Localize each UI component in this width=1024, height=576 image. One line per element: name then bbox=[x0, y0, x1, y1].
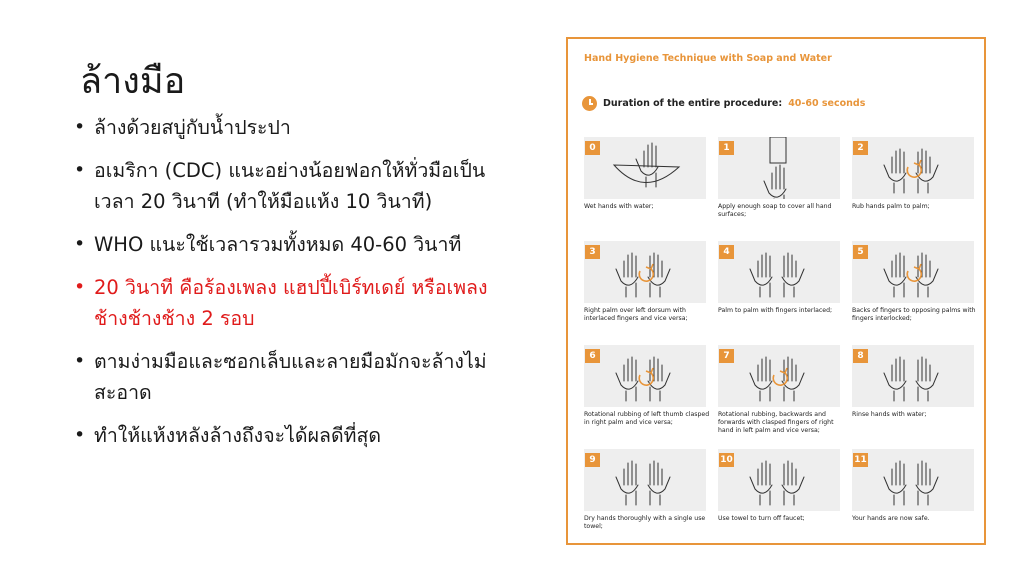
bullet-item bbox=[72, 346, 502, 408]
step-caption: Rinse hands with water; bbox=[852, 411, 927, 418]
rinse-icon bbox=[852, 345, 974, 407]
step-illustration bbox=[718, 137, 840, 199]
step-number: 10 bbox=[720, 455, 733, 465]
step-number: 3 bbox=[585, 245, 600, 259]
poster-title: Hand Hygiene Technique with Soap and Water bbox=[584, 53, 832, 64]
slide-title: ล้างมือ bbox=[80, 61, 186, 102]
bullet-dot: • bbox=[74, 350, 86, 372]
step-caption: Right palm over left dorsum with interlaced fingers and vice versa; bbox=[584, 307, 688, 322]
bullet-item bbox=[72, 155, 502, 217]
step-number: 0 bbox=[585, 141, 600, 155]
step-number: 7 bbox=[719, 349, 734, 363]
step-card bbox=[852, 345, 974, 449]
step-caption: Wet hands with water; bbox=[584, 203, 654, 210]
thumb-rub-icon bbox=[584, 345, 706, 407]
step-number: 6 bbox=[585, 349, 600, 363]
step-illustration bbox=[852, 345, 974, 407]
bullet-item bbox=[72, 229, 502, 260]
step-caption: Rub hands palm to palm; bbox=[852, 203, 930, 210]
hand-hygiene-poster bbox=[566, 37, 986, 545]
step-illustration bbox=[718, 345, 840, 407]
step-caption: Your hands are now safe. bbox=[852, 515, 930, 522]
bullet-item-highlighted bbox=[72, 272, 502, 334]
bullet-text: WHO แนะใช้เวลารวมทั้งหมด 40-60 วินาที bbox=[94, 233, 462, 256]
step-caption: Use towel to turn off faucet; bbox=[718, 515, 805, 522]
step-card bbox=[718, 241, 840, 345]
interlocked-fingers-icon bbox=[852, 241, 974, 303]
bullet-text: ทำให้แห้งหลังล้างถึงจะได้ผลดีที่สุด bbox=[94, 424, 382, 447]
clock-icon bbox=[582, 96, 597, 111]
step-card bbox=[852, 449, 974, 553]
step-card bbox=[584, 345, 710, 449]
bullet-item bbox=[72, 420, 502, 451]
step-illustration bbox=[584, 241, 706, 303]
step-caption: Rotational rubbing of left thumb clasped in right palm and vice versa; bbox=[584, 411, 710, 426]
step-number: 4 bbox=[719, 245, 734, 259]
step-number: 11 bbox=[854, 455, 867, 465]
step-illustration bbox=[584, 137, 706, 199]
rub-palms-icon bbox=[852, 137, 974, 199]
bullet-dot: • bbox=[74, 424, 86, 446]
bullet-dot: • bbox=[74, 233, 86, 255]
towel-dry-icon bbox=[584, 449, 706, 511]
step-caption: Dry hands thoroughly with a single use towel; bbox=[584, 515, 706, 530]
bullet-dot: • bbox=[74, 159, 86, 181]
bullet-dot: • bbox=[74, 276, 86, 298]
steps-grid bbox=[584, 137, 974, 553]
step-card bbox=[718, 449, 840, 553]
step-caption: Rotational rubbing, backwards and forwards with clasped fingers of right hand in left palm and vice versa; bbox=[718, 411, 834, 434]
step-illustration bbox=[852, 449, 974, 511]
step-illustration bbox=[718, 449, 840, 511]
step-caption: Backs of fingers to opposing palms with fingers interlocked; bbox=[852, 307, 976, 322]
step-illustration bbox=[584, 345, 706, 407]
step-card bbox=[584, 449, 706, 553]
step-number: 2 bbox=[853, 141, 868, 155]
step-caption: Apply enough soap to cover all hand surfaces; bbox=[718, 203, 832, 218]
bullet-text: ล้างด้วยสบู่กับน้ำประปา bbox=[94, 116, 291, 139]
duration-value: 40-60 seconds bbox=[788, 97, 866, 109]
step-card bbox=[852, 137, 974, 241]
step-card bbox=[852, 241, 974, 345]
step-illustration bbox=[852, 137, 974, 199]
bullet-item bbox=[72, 112, 502, 143]
step-number: 1 bbox=[719, 141, 734, 155]
step-number: 5 bbox=[853, 245, 868, 259]
step-card bbox=[718, 137, 840, 241]
step-illustration bbox=[852, 241, 974, 303]
step-illustration bbox=[584, 449, 706, 511]
palm-over-dorsum-icon bbox=[584, 241, 706, 303]
bullet-text: ตามง่ามมือและซอกเล็บและลายมือมักจะล้างไม่สะอาด bbox=[94, 350, 487, 404]
step-caption: Palm to palm with fingers interlaced; bbox=[718, 307, 833, 314]
step-number: 9 bbox=[585, 453, 600, 467]
step-illustration bbox=[718, 241, 840, 303]
towel-faucet-icon bbox=[718, 449, 840, 511]
bullet-list bbox=[72, 112, 502, 463]
bullet-text: อเมริกา (CDC) แนะอย่างน้อยฟอกให้ทั่วมือเป็นเวลา 20 วินาที (ทำให้มือแห้ง 10 วินาที) bbox=[94, 159, 486, 213]
step-card bbox=[584, 241, 706, 345]
interlaced-fingers-icon bbox=[718, 241, 840, 303]
clean-hands-icon bbox=[852, 449, 974, 511]
bullet-text: 20 วินาที คือร้องเพลง แฮปปี้เบิร์ทเดย์ หรือเพลงช้างช้างช้าง 2 รอบ bbox=[94, 276, 488, 330]
soap-dispenser-icon bbox=[718, 137, 840, 199]
step-number: 8 bbox=[853, 349, 868, 363]
duration-label: Duration of the entire procedure: bbox=[603, 97, 783, 109]
step-card bbox=[584, 137, 706, 241]
fingertip-rub-icon bbox=[718, 345, 840, 407]
faucet-icon bbox=[584, 137, 706, 199]
bullet-dot: • bbox=[74, 116, 86, 138]
duration-line bbox=[582, 95, 865, 111]
step-card bbox=[718, 345, 840, 449]
